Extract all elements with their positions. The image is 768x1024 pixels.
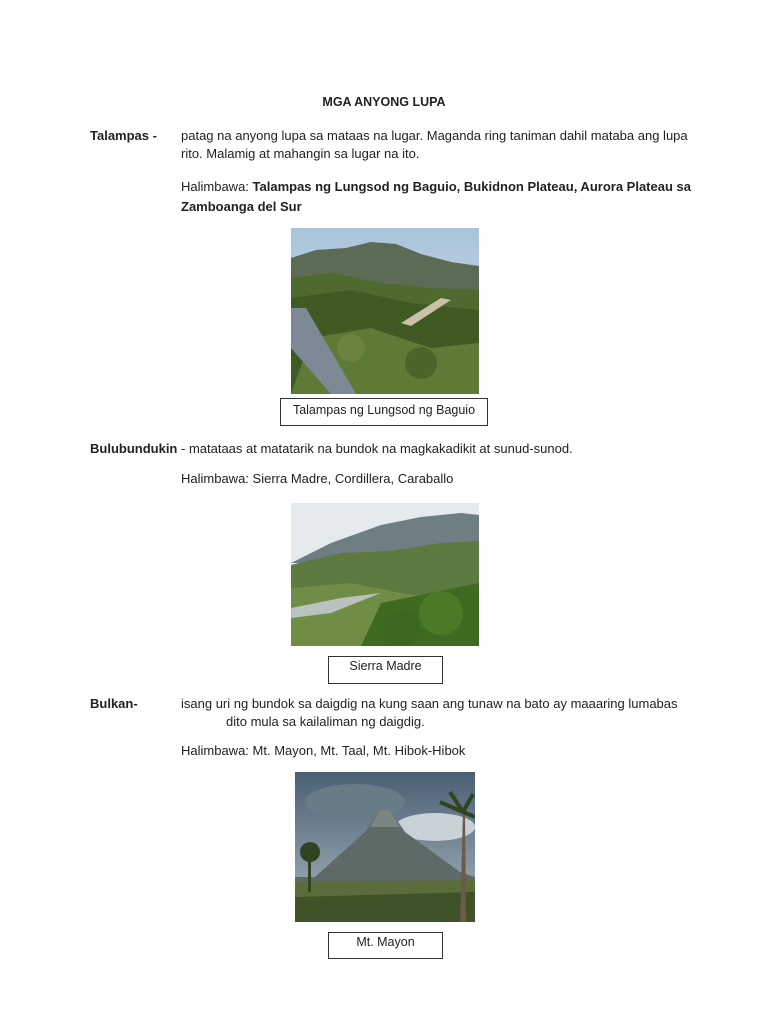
definition-line: isang uri ng bundok sa daigdig na kung saan ang tunaw na bato ay maaaring lumabas — [181, 696, 678, 711]
term-label: Bulkan — [90, 696, 134, 711]
example-bulubundukin: Halimbawa: Sierra Madre, Cordillera, Caraballo — [181, 471, 454, 486]
definition-talampas — [181, 127, 701, 163]
definition-line: dito mula sa kailaliman ng daigdig. — [226, 714, 425, 729]
definition-line: rito. Malamig at mahangin sa lugar na ito. — [181, 146, 420, 161]
definition-text: matataas at matatarik na bundok na magkakadikit at sunud-sunod. — [188, 441, 573, 456]
term-talampas — [90, 128, 157, 143]
term-separator: - — [149, 128, 157, 143]
page-title: MGA ANYONG LUPA — [322, 95, 446, 109]
definition-line: patag na anyong lupa sa mataas na lugar. Maganda ring taniman dahil mataba ang lupa — [181, 128, 688, 143]
example-values: Talampas ng Lungsod ng Baguio, Bukidnon Plateau, Aurora Plateau sa — [252, 179, 691, 194]
caption-sierra-madre: Sierra Madre — [328, 656, 443, 684]
photo-sierra-madre — [291, 503, 479, 646]
term-bulkan — [90, 696, 138, 711]
entry-bulubundukin — [90, 440, 710, 458]
example-bulkan: Halimbawa: Mt. Mayon, Mt. Taal, Mt. Hibok-Hibok — [181, 743, 466, 758]
caption-baguio: Talampas ng Lungsod ng Baguio — [280, 398, 488, 426]
example-label: Halimbawa: — [181, 179, 253, 194]
photo-mt-mayon — [295, 772, 475, 922]
term-separator: - — [133, 696, 138, 711]
example-values: Zamboanga del Sur — [181, 199, 302, 214]
term-label: Talampas — [90, 128, 150, 143]
definition-bulkan — [181, 695, 701, 731]
term-label: Bulubundukin — [90, 441, 178, 456]
term-separator: - — [177, 441, 189, 456]
example-talampas — [181, 177, 701, 217]
photo-baguio-plateau — [291, 228, 479, 394]
caption-mt-mayon: Mt. Mayon — [328, 932, 443, 959]
